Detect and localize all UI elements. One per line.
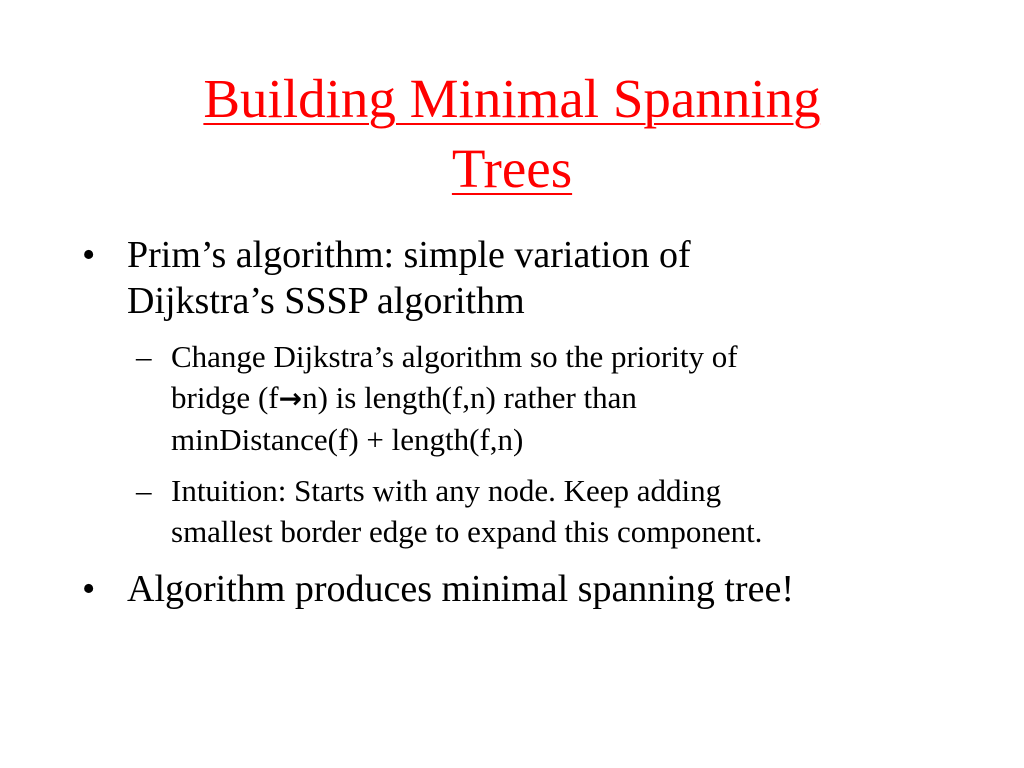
subbullet-dash: – (136, 339, 152, 374)
subbullet-text-line-2 (171, 377, 962, 419)
bullet-dot: • (82, 568, 96, 610)
slide-body (82, 232, 962, 612)
subbullet-intuition (82, 470, 962, 552)
subbullet-text-line-1: Intuition: Starts with any node. Keep adding (171, 473, 722, 508)
subbullet-change-priority (82, 336, 962, 460)
bullet-text-line-1: Algorithm produces minimal spanning tree! (127, 568, 794, 610)
title-line-1: Building Minimal Spanning (203, 68, 821, 129)
subbullet-text-line-3: minDistance(f) + length(f,n) (171, 422, 524, 457)
subbullet-line-2-suffix: n) is length(f,n) rather than (302, 380, 637, 415)
bullet-text-line-2: Dijkstra’s SSSP algorithm (127, 280, 525, 322)
subbullet-line-2-prefix: bridge (f (171, 380, 279, 415)
title-line-2: Trees (451, 138, 573, 199)
subbullet-dash: – (136, 473, 152, 508)
bullet-text-line-1: Prim’s algorithm: simple variation of (127, 234, 691, 276)
bullet-prims-algorithm (82, 232, 962, 324)
right-arrow-icon: → (278, 382, 303, 415)
slide-title (0, 64, 1024, 204)
subbullet-text-line-2: smallest border edge to expand this component. (171, 514, 763, 549)
bullet-algorithm-produces (82, 566, 962, 612)
bullet-dot: • (82, 234, 96, 276)
subbullet-text-line-1: Change Dijkstra’s algorithm so the priority of (171, 339, 738, 374)
